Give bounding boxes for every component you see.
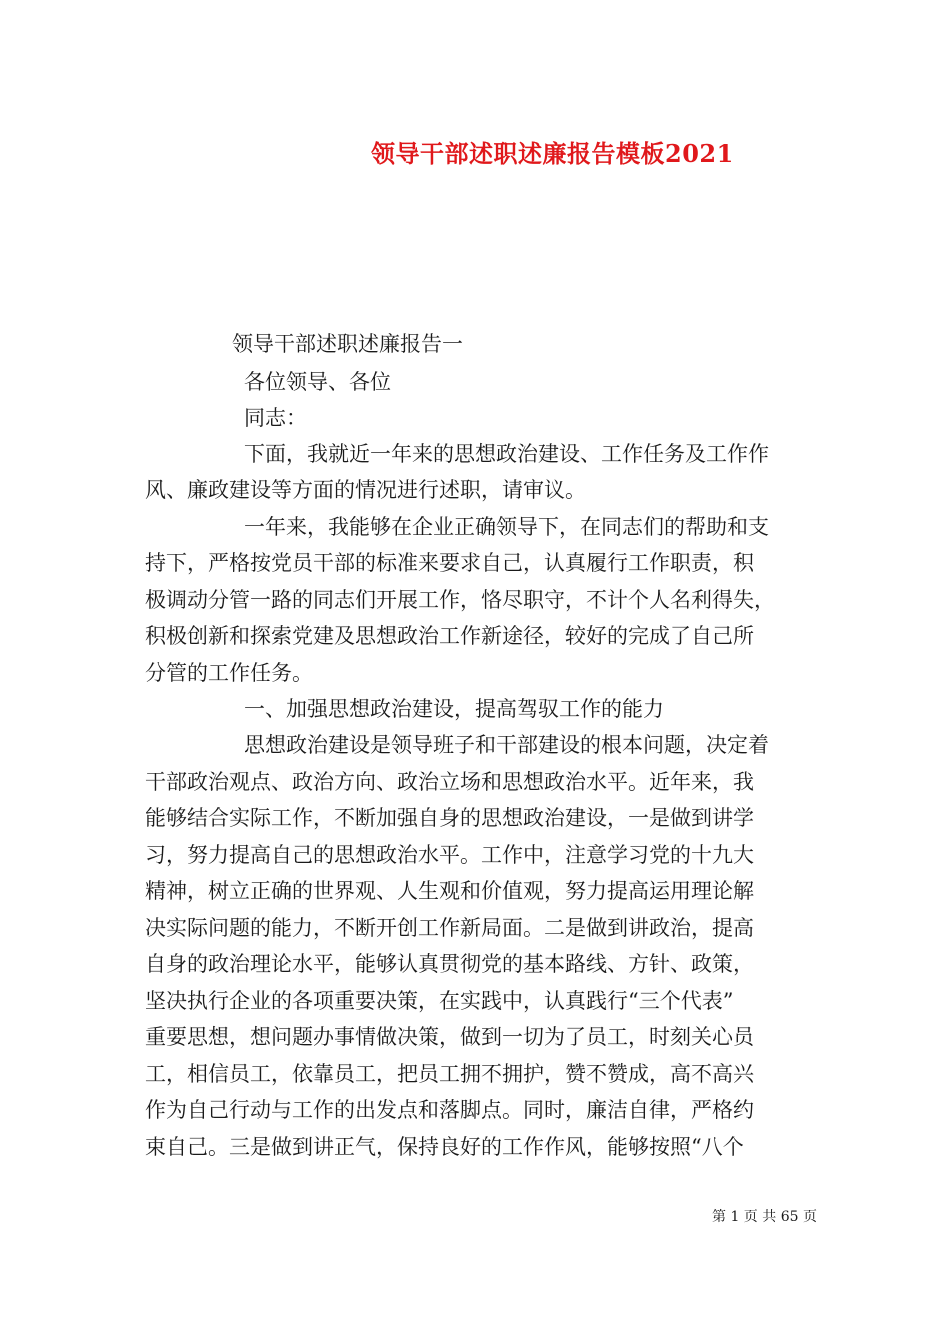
section-heading: 领导干部述职述廉报告一	[232, 332, 463, 356]
paragraph-line: 一年来，我能够在企业正确领导下，在同志们的帮助和支	[244, 515, 769, 539]
paragraph-line: 精神，树立正确的世界观、人生观和价值观，努力提高运用理论解	[145, 879, 754, 903]
paragraph-line: 持下，严格按党员干部的标准来要求自己，认真履行工作职责，积	[145, 551, 754, 575]
paragraph-line: 习，努力提高自己的思想政治水平。工作中，注意学习党的十九大	[145, 843, 754, 867]
page-number: 第 1 页 共 65 页	[712, 1209, 817, 1225]
paragraph-line: 自身的政治理论水平，能够认真贯彻党的基本路线、方针、政策，	[145, 952, 754, 976]
paragraph-line: 分管的工作任务。	[145, 661, 313, 685]
paragraph-line: 干部政治观点、政治方向、政治立场和思想政治水平。近年来，我	[145, 770, 754, 794]
paragraph-line: 极调动分管一路的同志们开展工作，恪尽职守，不计个人名利得失，	[145, 588, 775, 612]
paragraph-line: 能够结合实际工作，不断加强自身的思想政治建设，一是做到讲学	[145, 806, 754, 830]
paragraph-line: 风、廉政建设等方面的情况进行述职，请审议。	[145, 478, 586, 502]
paragraph-line: 下面，我就近一年来的思想政治建设、工作任务及工作作	[244, 442, 769, 466]
paragraph-line: 坚决执行企业的各项重要决策，在实践中，认真践行“三个代表”	[145, 989, 734, 1013]
salutation-line: 同志：	[244, 406, 307, 430]
subsection-heading: 一、加强思想政治建设，提高驾驭工作的能力	[244, 697, 664, 721]
paragraph-line: 重要思想，想问题办事情做决策，做到一切为了员工，时刻关心员	[145, 1025, 754, 1049]
paragraph-line: 作为自己行动与工作的出发点和落脚点。同时，廉洁自律，严格约	[145, 1098, 754, 1122]
document-title: 领导干部述职述廉报告模板2021	[371, 139, 734, 168]
paragraph-line: 工，相信员工，依靠员工，把员工拥不拥护，赞不赞成，高不高兴	[145, 1062, 754, 1086]
salutation-line: 各位领导、各位	[244, 370, 391, 394]
paragraph-line: 束自己。三是做到讲正气，保持良好的工作作风，能够按照“八个	[145, 1135, 744, 1159]
paragraph-line: 积极创新和探索党建及思想政治工作新途径，较好的完成了自己所	[145, 624, 754, 648]
paragraph-line: 决实际问题的能力，不断开创工作新局面。二是做到讲政治，提高	[145, 916, 754, 940]
paragraph-line: 思想政治建设是领导班子和干部建设的根本问题，决定着	[244, 733, 769, 757]
